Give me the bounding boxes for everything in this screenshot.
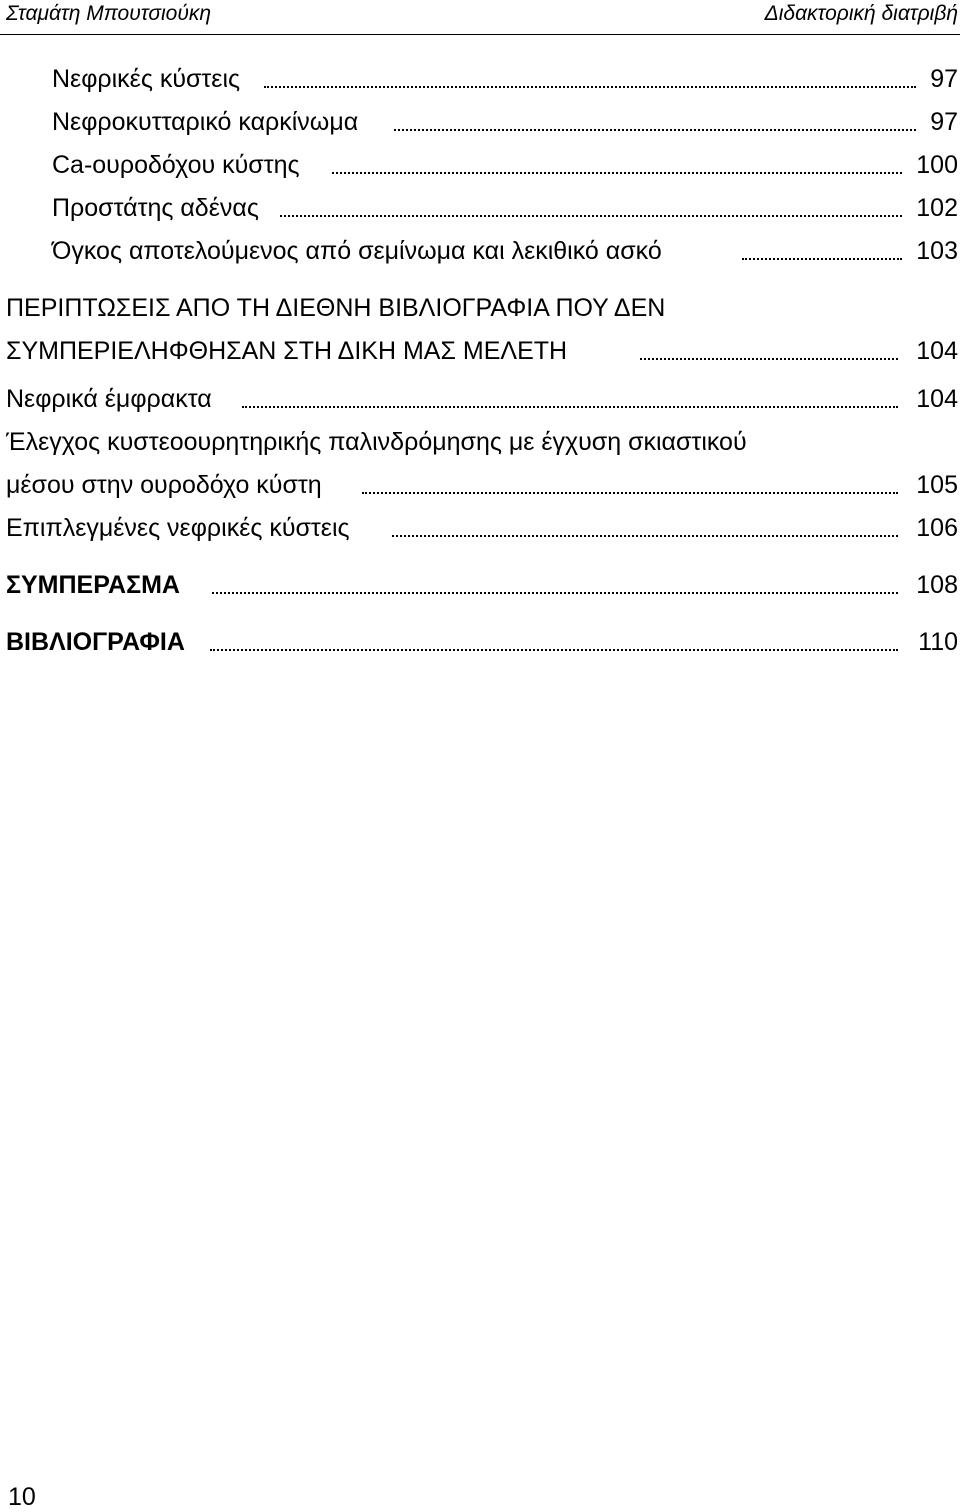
toc-entry-page: 104 <box>916 337 958 365</box>
toc-entry-title: Όγκος αποτελούμενος από σεμίνωμα και λεκιθικό ασκό <box>52 237 662 265</box>
toc-entry-title: Νεφρικά έμφρακτα <box>6 385 212 413</box>
header-document-type: Διδακτορική διατριβή <box>764 2 958 25</box>
toc-entry-page: 103 <box>916 237 958 265</box>
page-number: 10 <box>8 1483 36 1511</box>
toc-entry-title: Ca-ουροδόχου κύστης <box>52 151 300 179</box>
toc-entry-title: ΠΕΡΙΠΤΩΣΕΙΣ ΑΠΟ ΤΗ ΔΙΕΘΝΗ ΒΙΒΛΙΟΓΡΑΦΙΑ ΠΟΥ ΔΕΝ <box>6 294 666 322</box>
toc-leader-dots <box>394 107 916 131</box>
toc-entry-page: 102 <box>916 194 958 222</box>
toc-entry-title: ΒΙΒΛΙΟΓΡΑΦΙΑ <box>6 628 185 656</box>
toc-leader-dots <box>212 570 898 594</box>
toc-entry-page: 97 <box>930 108 958 136</box>
toc-leader-dots <box>210 627 898 651</box>
toc-entry-page: 105 <box>916 471 958 499</box>
toc-entry-page: 106 <box>916 514 958 542</box>
toc-entry-title: Έλεγχος κυστεοουρητηρικής παλινδρόμησης με έγχυση σκιαστικού <box>6 428 747 456</box>
toc-entry-title-continued: μέσου στην ουροδόχο κύστη <box>6 471 322 499</box>
header-author: Σταμάτη Μπουτσιούκη <box>6 2 212 25</box>
toc-entry-title: Επιπλεγμένες νεφρικές κύστεις <box>6 514 350 542</box>
toc-entry-title: ΣΥΜΠΕΡΑΣΜΑ <box>6 571 180 599</box>
toc-leader-dots <box>280 193 902 217</box>
toc-leader-dots <box>264 64 916 88</box>
toc-entry-page: 97 <box>930 65 958 93</box>
toc-leader-dots <box>242 384 898 408</box>
toc-entry-title: Προστάτης αδένας <box>52 194 259 222</box>
toc-entry-page: 100 <box>916 151 958 179</box>
toc-leader-dots <box>640 336 898 360</box>
toc-entry-page: 110 <box>918 628 958 656</box>
toc-leader-dots <box>332 150 902 174</box>
toc-leader-dots <box>742 236 902 260</box>
toc-entry-page: 108 <box>916 571 958 599</box>
toc-entry-title-continued: ΣΥΜΠΕΡΙΕΛΗΦΘΗΣΑΝ ΣΤΗ ΔΙΚΗ ΜΑΣ ΜΕΛΕΤΗ <box>6 337 568 365</box>
toc-entry-page: 104 <box>916 385 958 413</box>
toc-leader-dots <box>362 470 898 494</box>
toc-entry-title: Νεφρικές κύστεις <box>52 65 241 93</box>
toc-leader-dots <box>392 513 898 537</box>
toc-entry-title: Νεφροκυτταρικό καρκίνωμα <box>52 108 359 136</box>
running-header <box>0 0 960 35</box>
